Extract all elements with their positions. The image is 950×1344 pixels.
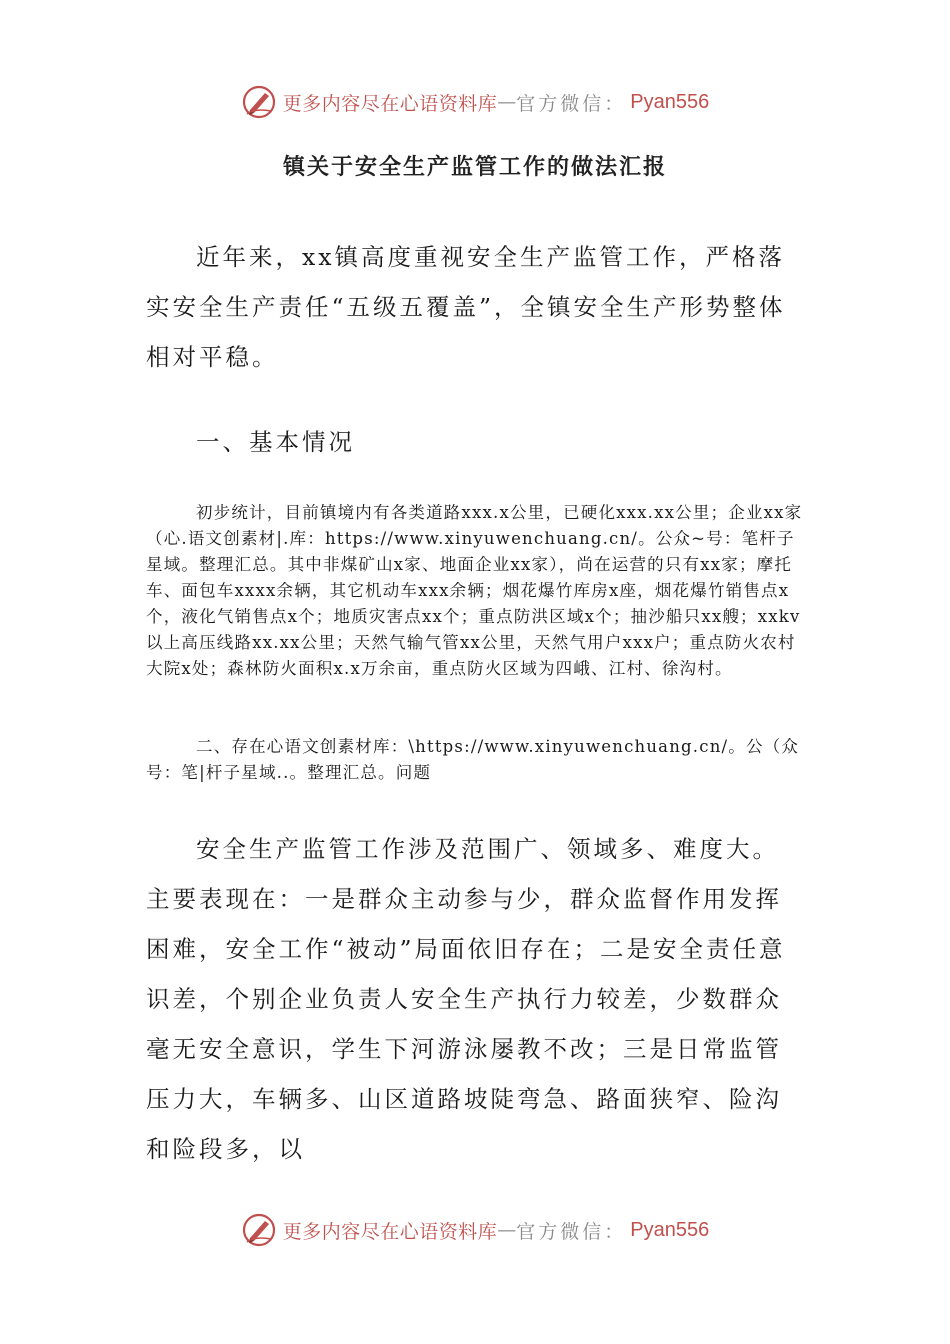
banner-text: 更多内容尽在心语资料库: [282, 92, 498, 115]
section-heading-problems: 二、存在心语文创素材库：\https://www.xinyuwenchuang.cn/。公（众号：笔|杆子星域..。整理汇总。问题: [146, 737, 800, 782]
banner-label: 官方微信：: [516, 1220, 627, 1243]
document-title: 镇关于安全生产监管工作的做法汇报: [282, 155, 667, 180]
pen-logo-icon: [241, 1212, 277, 1248]
footer-banner: [0, 1208, 950, 1252]
banner-separator: —: [497, 91, 517, 113]
pen-logo-icon: [241, 84, 277, 120]
banner-wechat-id: Pyan556: [630, 90, 710, 113]
banner-separator: —: [497, 1219, 517, 1241]
banner-label: 官方微信：: [516, 92, 627, 115]
section-heading-basic: 一、基本情况: [196, 428, 355, 456]
section-problems-body: 安全生产监管工作涉及范围广、领域多、难度大。主要表现在：一是群众主动参与少，群众监督作用发挥困难，安全工作“被动”局面依旧存在；二是安全责任意识差，个别企业负责人安全生产执行力较差，少数群众毫无安全意识，学生下河游泳屡教不改；三是日常监管压力大，车辆多、山区道路坡陡弯急、路面狭窄、险沟和险段多，以: [146, 835, 786, 1163]
intro-paragraph: 近年来，xx镇高度重视安全生产监管工作，严格落实安全生产责任“五级五覆盖”，全镇安全生产形势整体相对平稳。: [146, 243, 786, 371]
section-basic-body: 初步统计，目前镇境内有各类道路xxx.x公里，已硬化xxx.xx公里；企业xx家（心.语文创素材|.库：https://www.xinyuwenchuang.cn/。公众~号：笔杆子星域。整理汇总。其中非煤矿山x家、地面企业xx家），尚在运营的只有xx家；摩托车、面包车xxxx余辆，其它机动车xxx余辆；烟花爆竹库房x座，烟花爆竹销售点x个，液化气销售点x个；地质灾害点xx个；重点防洪区域x个；抽沙船只xx艘；xxkv以上高压线路xx.xx公里；天然气输气管xx公里，天然气用户xxx户；重点防火农村大院x处；森林防火面积x.x万余亩，重点防火区域为四峨、江村、徐沟村。: [146, 503, 803, 678]
header-banner: [0, 80, 950, 124]
banner-text: 更多内容尽在心语资料库: [282, 1220, 498, 1243]
banner-wechat-id: Pyan556: [630, 1218, 710, 1241]
